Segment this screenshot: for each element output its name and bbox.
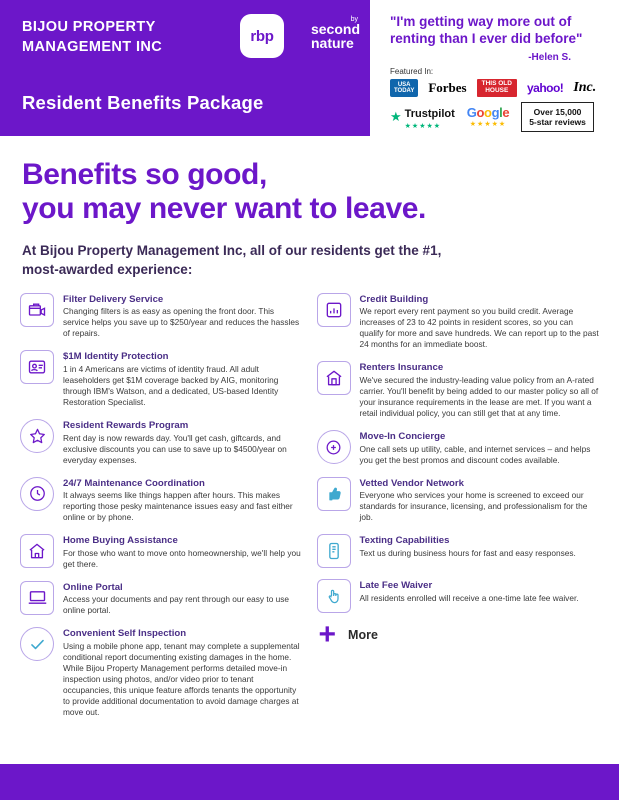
- benefit-description: All residents enrolled will receive a one-time late fee waiver.: [359, 592, 579, 603]
- benefit-description: We report every rent payment so you build credit. Average increases of 23 to 42 points in resident scores, so you can qualify for more and save hundreds. We can report up to the past 24 months for an immediate boost.: [359, 306, 599, 350]
- benefit-item: [20, 534, 303, 570]
- texting-phone-icon: [317, 534, 351, 568]
- benefit-text: [63, 419, 303, 466]
- benefit-description: For those who want to move onto homeownership, we'll help you get there.: [63, 547, 301, 569]
- benefit-title: Renters Insurance: [359, 362, 444, 374]
- benefit-item: [20, 477, 303, 524]
- partner-name: [311, 22, 360, 50]
- testimonial-author: -Helen S.: [528, 51, 571, 63]
- benefit-item: [317, 579, 600, 613]
- trustpilot-star-icon: ★: [390, 108, 402, 124]
- benefit-description: Access your documents and pay rent through our easy to use online portal.: [63, 594, 289, 616]
- press-logos-row: [390, 79, 605, 97]
- benefit-item: [317, 293, 600, 351]
- footer-bar: [0, 764, 619, 800]
- benefit-item: [20, 419, 303, 466]
- benefit-item: [20, 350, 303, 408]
- subhead-line1: At Bijou Property Management Inc, all of our residents get the #1,: [22, 243, 442, 259]
- self-inspection-check-icon: [20, 627, 54, 661]
- benefit-text: [360, 293, 600, 351]
- benefit-description: It always seems like things happen after hours. This makes reporting those pesky maintenance issues easy and fast either online or by phone.: [63, 490, 293, 523]
- inc-logo-icon: Inc.: [573, 79, 597, 95]
- rewards-star-icon: [20, 419, 54, 453]
- subheadline: [0, 226, 619, 278]
- benefit-item: [317, 430, 600, 466]
- filter-delivery-icon: [20, 293, 54, 327]
- benefit-title: Online Portal: [63, 581, 123, 593]
- home-buying-icon: [20, 534, 54, 568]
- benefit-title: Resident Rewards Program: [63, 420, 189, 432]
- rbp-logo-text: rbp: [250, 27, 274, 45]
- benefit-description: One call sets up utility, cable, and internet services – and helps you get the best promos and discount codes available.: [359, 443, 591, 465]
- vetted-vendor-thumbsup-icon: [317, 477, 351, 511]
- late-fee-waiver-hand-icon: [317, 579, 351, 613]
- benefit-item: [20, 293, 303, 340]
- benefit-text: [63, 477, 303, 524]
- benefit-title: Vetted Vendor Network: [359, 477, 464, 489]
- benefit-item: [20, 627, 303, 718]
- house-line2: HOUSE: [485, 86, 509, 94]
- benefit-description: Changing filters is as easy as opening the front door. This service helps you save up to $250/year and reduces the hassles of repairs.: [63, 306, 300, 339]
- forbes-logo-icon: Forbes: [428, 79, 467, 95]
- benefit-title: Convenient Self Inspection: [63, 628, 187, 640]
- package-title: Resident Benefits Package: [22, 92, 264, 113]
- reviews-badge-line1: Over 15,000: [533, 106, 582, 117]
- benefit-text: [360, 477, 600, 524]
- benefit-title: 24/7 Maintenance Coordination: [63, 477, 205, 489]
- reviews-badge-line2: 5-star reviews: [529, 116, 586, 127]
- trustpilot-name: Trustpilot: [404, 107, 455, 120]
- partner-name-line1: second: [310, 21, 360, 37]
- benefit-text: [63, 581, 303, 617]
- plus-icon: +: [318, 618, 337, 652]
- benefit-text: [360, 361, 600, 419]
- benefit-text: [63, 627, 303, 718]
- benefit-item: [20, 581, 303, 617]
- this-old-house-logo-icon: [477, 79, 517, 97]
- move-in-concierge-icon: [317, 430, 351, 464]
- benefits-column-right: [317, 293, 600, 729]
- benefit-item: [317, 361, 600, 419]
- benefit-title: Credit Building: [359, 293, 429, 305]
- benefit-text: [360, 534, 576, 568]
- subhead-line2: most-awarded experience:: [22, 261, 193, 277]
- identity-protection-icon: [20, 350, 54, 384]
- headline-block: [0, 136, 619, 226]
- more-benefits-row: [318, 618, 600, 652]
- more-label: More: [348, 627, 378, 642]
- benefit-item: [317, 477, 600, 524]
- benefit-text: [63, 534, 303, 570]
- benefit-description: 1 in 4 Americans are victims of identity fraud. All adult leaseholders get $1M coverage backed by AIG, monitoring through IBM's Watson, and a dedicated, US-based Identity Restoration Specialist.: [63, 363, 279, 407]
- benefit-description: Text us during business hours for fast and easy responses.: [359, 547, 576, 558]
- google-stars: ★★★★★: [469, 121, 507, 129]
- benefit-description: Rent day is now rewards day. You'll get cash, giftcards, and exclusive discounts you can use to save up to $4500/year on everyday expenses.: [63, 432, 287, 465]
- online-portal-laptop-icon: [20, 581, 54, 615]
- trustpilot-stars: ★★★★★: [404, 122, 442, 130]
- benefit-description: Using a mobile phone app, tenant may complete a supplemental conditional report documenting existing damages in the home. While Bijou Property Management performs detailed move-in inspection using photos, and/or video prior to tenant occupancies, this unique feature affords tenants the opportunity to provide additional documentation to avoid damage charges at move out.: [63, 640, 300, 718]
- usa-today-line2: TODAY: [394, 87, 415, 94]
- reviews-count-badge: [521, 102, 594, 132]
- benefit-text: [63, 293, 303, 340]
- benefit-text: [360, 579, 579, 613]
- renters-insurance-icon: [317, 361, 351, 395]
- partner-name-line2: nature: [310, 35, 354, 51]
- headline-line2: you may never want to leave.: [22, 192, 426, 226]
- benefit-description: Everyone who services your home is screened to exceed our standards for insurance, licensing, and professionalism for the job.: [359, 490, 588, 523]
- testimonial-quote: "I'm getting way more out of renting than I ever did before": [390, 14, 583, 46]
- benefits-columns: [0, 279, 619, 729]
- house-line1: THIS OLD: [481, 79, 512, 87]
- benefit-title: Move-In Concierge: [359, 431, 446, 443]
- benefit-title: $1M Identity Protection: [63, 351, 169, 363]
- header-testimonial-panel: [370, 0, 619, 136]
- headline-line1: Benefits so good,: [22, 158, 267, 191]
- review-logos-row: [390, 102, 605, 132]
- benefit-title: Home Buying Assistance: [63, 535, 178, 547]
- google-wordmark: Google: [466, 105, 510, 121]
- benefit-title: Texting Capabilities: [359, 535, 450, 547]
- partner-by-label: by: [350, 16, 358, 23]
- benefit-text: [360, 430, 600, 466]
- document-header: [0, 0, 619, 136]
- benefit-description: We've secured the industry-leading value policy from an A-rated carrier. You'll benefit by being added to our master policy so all of your insurance requirements in the lease are met. If you want a retail individual policy, you can still get that at any time.: [359, 374, 599, 419]
- credit-building-chart-icon: [317, 293, 351, 327]
- page-title: [22, 158, 597, 226]
- benefit-text: [63, 350, 303, 408]
- rbp-logo-icon: [240, 14, 284, 58]
- trustpilot-logo-icon: [390, 104, 455, 130]
- usa-today-logo-icon: [390, 79, 418, 97]
- benefit-title: Late Fee Waiver: [359, 580, 433, 592]
- company-name: BIJOU PROPERTY MANAGEMENT INC: [22, 19, 163, 55]
- benefit-title: Filter Delivery Service: [63, 293, 164, 305]
- google-logo-icon: [467, 105, 509, 128]
- benefits-column-left: [20, 293, 303, 729]
- featured-in-label: Featured In:: [390, 66, 434, 76]
- benefit-item: [317, 534, 600, 568]
- usa-today-line1: USA: [397, 81, 411, 88]
- header-brand-panel: [0, 0, 370, 136]
- yahoo-logo-icon: yahoo!: [526, 80, 564, 95]
- maintenance-clock-icon: [20, 477, 54, 511]
